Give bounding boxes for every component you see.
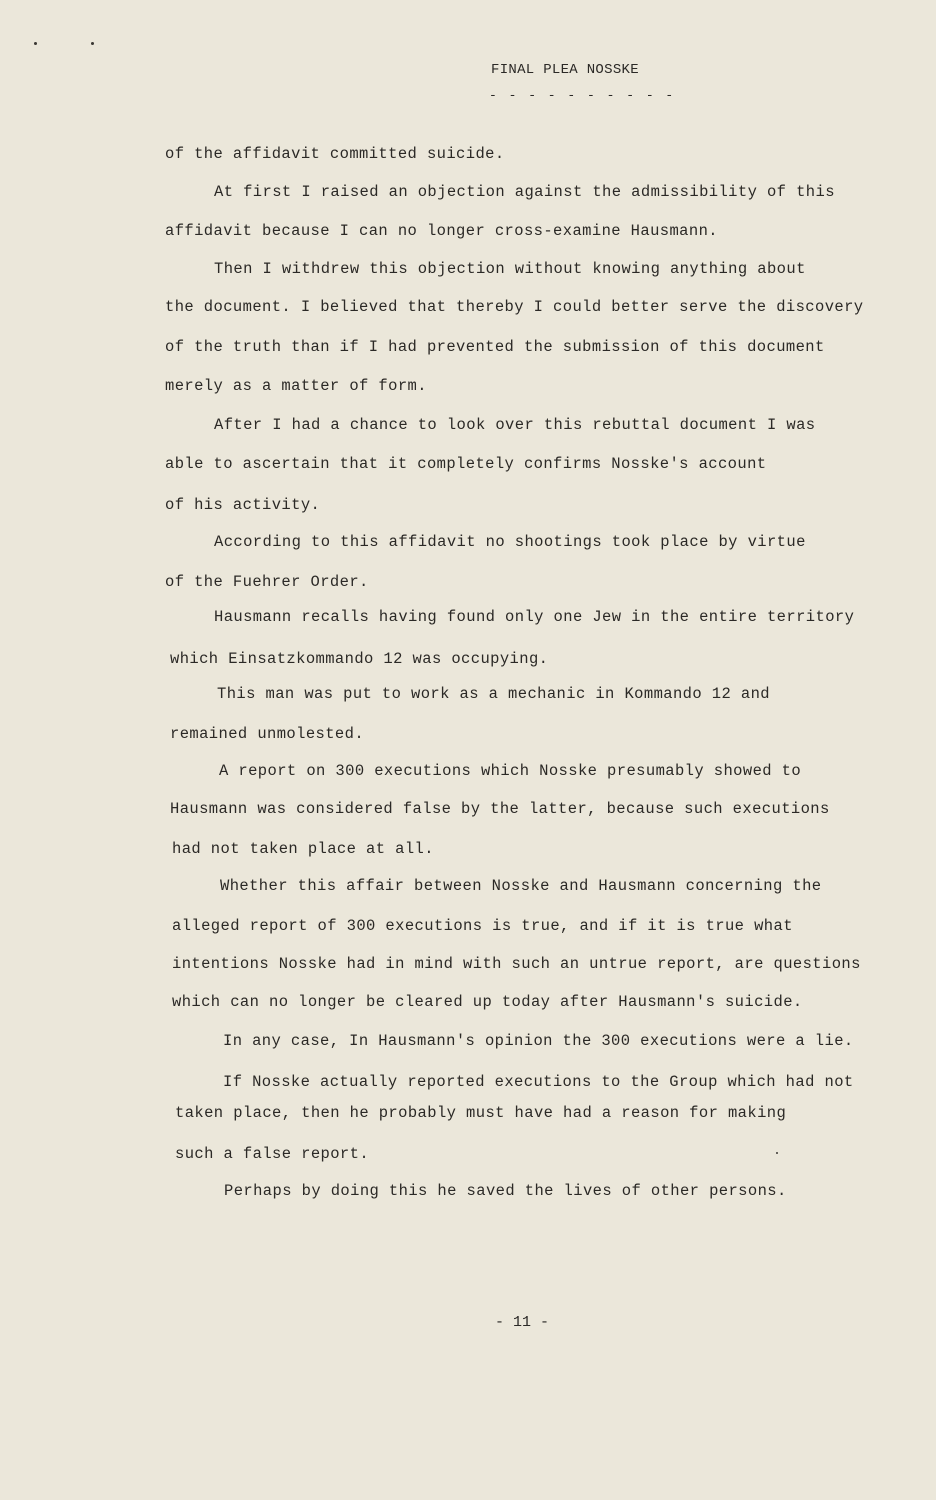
text-line: of his activity. <box>165 496 321 514</box>
page-title: FINAL PLEA NOSSKE <box>491 62 639 78</box>
text-line: Then I withdrew this objection without knowing anything about <box>214 260 806 278</box>
text-line: of the Fuehrer Order. <box>165 573 369 591</box>
text-line: intentions Nosske had in mind with such an untrue report, are questions <box>172 955 861 973</box>
text-line: This man was put to work as a mechanic in Kommando 12 and <box>217 685 770 703</box>
text-line: After I had a chance to look over this rebuttal document I was <box>214 416 816 434</box>
text-line: affidavit because I can no longer cross-examine Hausmann. <box>165 222 718 240</box>
text-line: In any case, In Hausmann's opinion the 300 executions were a lie. <box>223 1032 854 1050</box>
text-line: which Einsatzkommando 12 was occupying. <box>170 650 549 668</box>
text-line: merely as a matter of form. <box>165 377 427 395</box>
text-line: of the affidavit committed suicide. <box>165 145 505 163</box>
paper-speck <box>776 1152 778 1154</box>
text-line: the document. I believed that thereby I could better serve the discovery <box>165 298 864 316</box>
text-line: able to ascertain that it completely confirms Nosske's account <box>165 455 767 473</box>
text-line: taken place, then he probably must have had a reason for making <box>175 1104 787 1122</box>
text-line: Whether this affair between Nosske and Hausmann concerning the <box>220 877 822 895</box>
text-line: A report on 300 executions which Nosske presumably showed to <box>219 762 802 780</box>
text-line: such a false report. <box>175 1145 370 1163</box>
text-line: At first I raised an objection against the admissibility of this <box>214 183 835 201</box>
paper-speck <box>34 42 37 45</box>
text-line: According to this affidavit no shootings took place by virtue <box>214 533 806 551</box>
text-line: Hausmann recalls having found only one Jew in the entire territory <box>214 608 855 626</box>
text-line: If Nosske actually reported executions to the Group which had not <box>223 1073 854 1091</box>
title-underline: - - - - - - - - - - <box>489 88 676 103</box>
text-line: Perhaps by doing this he saved the lives of other persons. <box>224 1182 787 1200</box>
text-line: had not taken place at all. <box>172 840 434 858</box>
page-number: - 11 - <box>495 1314 550 1331</box>
text-line: of the truth than if I had prevented the submission of this document <box>165 338 825 356</box>
text-line: which can no longer be cleared up today after Hausmann's suicide. <box>172 993 803 1011</box>
paper-speck <box>91 42 94 45</box>
text-line: remained unmolested. <box>170 725 365 743</box>
text-line: alleged report of 300 executions is true, and if it is true what <box>172 917 793 935</box>
text-line: Hausmann was considered false by the latter, because such executions <box>170 800 830 818</box>
